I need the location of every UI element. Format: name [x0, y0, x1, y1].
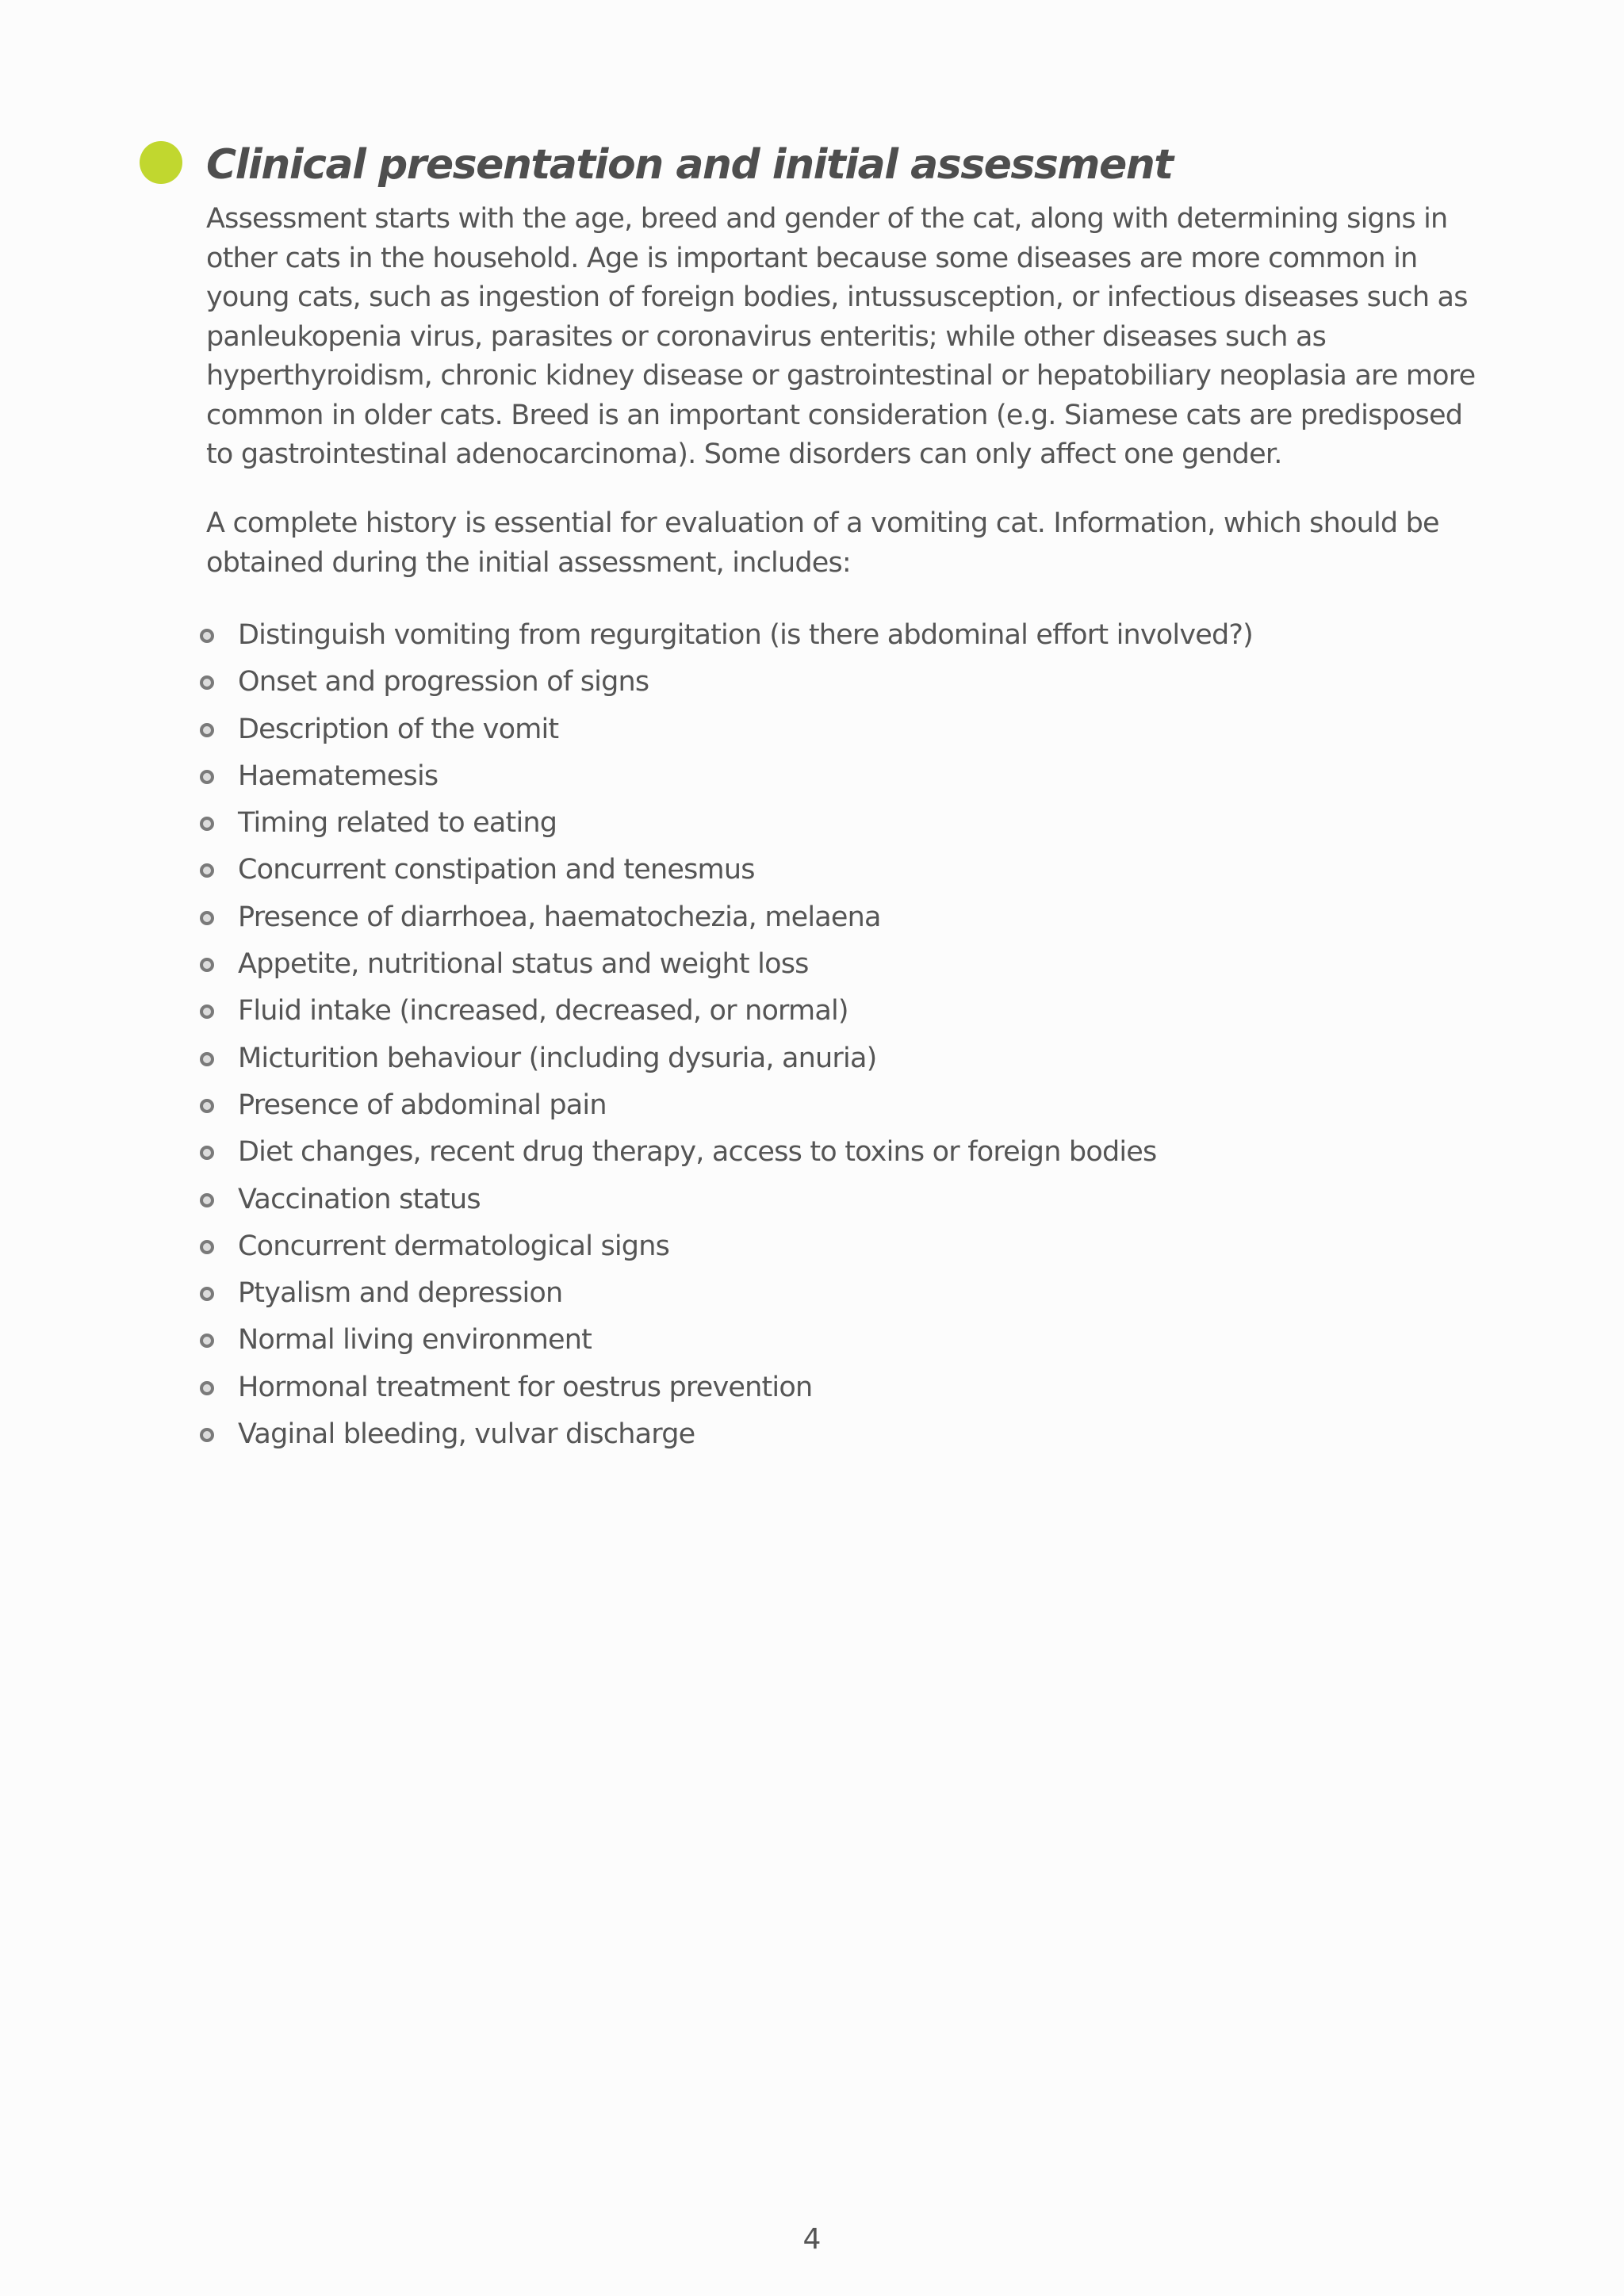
list-item-text: Onset and progression of signs [238, 666, 649, 698]
ring-bullet-icon [200, 1428, 214, 1442]
ring-bullet-icon [200, 1240, 214, 1254]
list-item [200, 1223, 1484, 1270]
list-item-text: Description of the vomit [238, 713, 559, 745]
ring-bullet-icon [200, 723, 214, 737]
list-item-text: Distinguish vomiting from regurgitation (is there abdominal effort involved?) [238, 619, 1254, 651]
list-item [200, 1270, 1484, 1317]
page-number: 4 [802, 2223, 822, 2256]
ring-bullet-icon [200, 1004, 214, 1019]
ring-bullet-icon [200, 958, 214, 972]
list-item [200, 988, 1484, 1035]
ring-bullet-icon [200, 911, 214, 925]
ring-bullet-icon [200, 1334, 214, 1348]
list-item [200, 753, 1484, 800]
ring-bullet-icon [200, 1099, 214, 1113]
list-item [200, 1035, 1484, 1082]
list-item-text: Fluid intake (increased, decreased, or normal) [238, 995, 848, 1027]
ring-bullet-icon [200, 1381, 214, 1395]
ring-bullet-icon [200, 629, 214, 643]
list-item [200, 1411, 1484, 1458]
section-heading [140, 133, 1488, 197]
list-item [200, 941, 1484, 988]
history-checklist [200, 612, 1484, 1458]
ring-bullet-icon [200, 1052, 214, 1066]
ring-bullet-icon [200, 1287, 214, 1301]
list-item [200, 706, 1484, 753]
ring-bullet-icon [200, 863, 214, 878]
list-item-text: Presence of diarrhoea, haematochezia, melaena [238, 901, 881, 933]
list-item-text: Hormonal treatment for oestrus prevention [238, 1371, 813, 1403]
list-item-text: Normal living environment [238, 1324, 592, 1357]
list-item-text: Presence of abdominal pain [238, 1089, 607, 1121]
list-item [200, 1082, 1484, 1129]
list-item [200, 612, 1484, 659]
ring-bullet-icon [200, 770, 214, 784]
list-item-text: Appetite, nutritional status and weight loss [238, 948, 809, 981]
list-item-text: Concurrent constipation and tenesmus [238, 854, 755, 886]
list-item-text: Concurrent dermatological signs [238, 1230, 670, 1262]
list-item-text: Ptyalism and depression [238, 1277, 563, 1310]
list-item-text: Vaginal bleeding, vulvar discharge [238, 1418, 695, 1451]
ring-bullet-icon [200, 1193, 214, 1207]
list-item [200, 1177, 1484, 1223]
list-item [200, 659, 1484, 706]
ring-bullet-icon [200, 817, 214, 831]
intro-paragraph: Assessment starts with the age, breed and gender of the cat, along with determining signs in other cats in the household. Age is important because some diseases are more common in young cats, such as ingestion of foreign bodies, intussusception, or infectious diseases such as panleukopenia virus, parasites or coronavirus enteritis; while other diseases such as hyperthyroidism, chronic kidney disease or gastrointestinal or hepatobiliary neoplasia are more common in older cats. Breed is an important consideration (e.g. Siamese cats are predisposed to gastrointestinal adenocarcinoma). Some disorders can only affect one gender. [206, 203, 1476, 470]
list-item [200, 1317, 1484, 1364]
list-item-text: Timing related to eating [238, 807, 557, 840]
list-item-text: Haematemesis [238, 760, 439, 792]
ring-bullet-icon [200, 1146, 214, 1160]
list-item [200, 894, 1484, 941]
list-item-text: Micturition behaviour (including dysuria, anuria) [238, 1042, 877, 1074]
history-paragraph: A complete history is essential for evaluation of a vomiting cat. Information, which should be obtained during the initial assessment, includes: [206, 507, 1439, 579]
list-item-text: Diet changes, recent drug therapy, access to toxins or foreign bodies [238, 1136, 1157, 1169]
list-item [200, 847, 1484, 894]
list-item [200, 1364, 1484, 1411]
list-item [200, 800, 1484, 847]
list-item-text: Vaccination status [238, 1183, 481, 1215]
ring-bullet-icon [200, 675, 214, 690]
circle-dot-icon [140, 141, 182, 184]
section-title: Clinical presentation and initial assessment [206, 141, 1173, 189]
list-item [200, 1129, 1484, 1176]
